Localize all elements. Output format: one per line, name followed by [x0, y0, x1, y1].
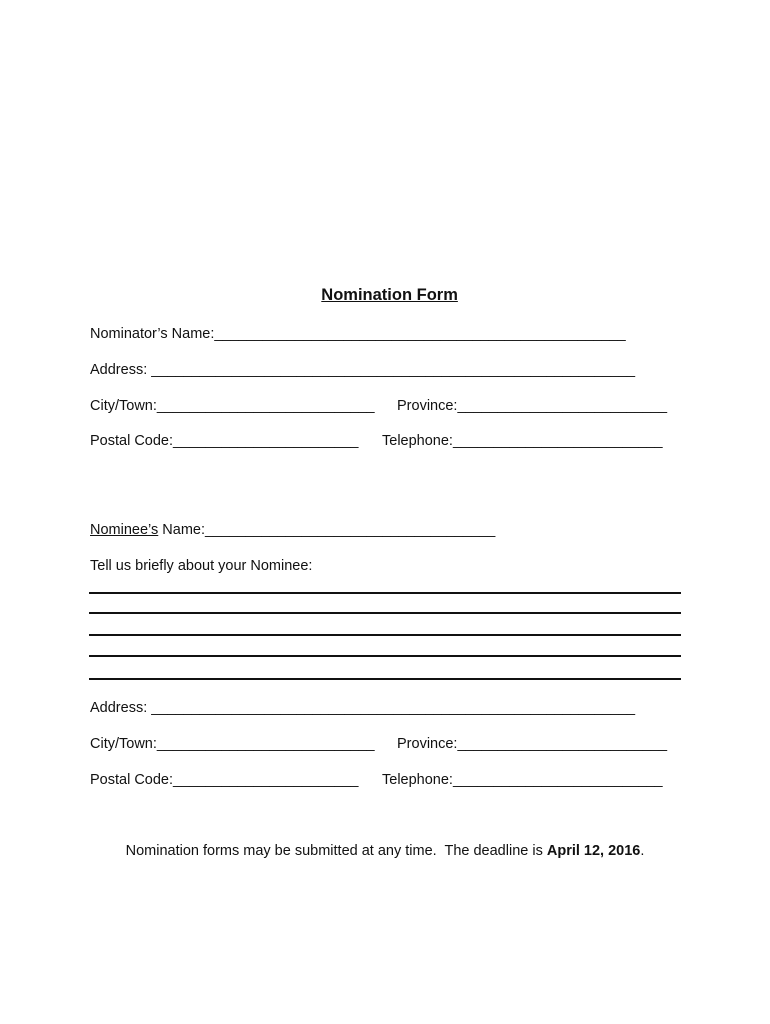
- nominee-address-field[interactable]: Address: ____________________________________________________________: [90, 700, 636, 716]
- nominator-name-field[interactable]: Nominator’s Name:___________________________________________________: [90, 326, 626, 342]
- description-line-4[interactable]: [89, 655, 681, 657]
- description-line-3[interactable]: [89, 634, 681, 636]
- nominee-name-field[interactable]: [90, 521, 495, 539]
- description-line-2[interactable]: [89, 612, 681, 614]
- deadline-note: [0, 842, 770, 860]
- nominee-province-field[interactable]: Province:__________________________: [397, 736, 668, 752]
- nominee-label: Nominee’s: [90, 522, 159, 538]
- deadline-text: Nomination forms may be submitted at any time. The deadline is: [125, 843, 547, 859]
- nominee-city-field[interactable]: City/Town:___________________________: [90, 736, 375, 752]
- nominator-province-field[interactable]: Province:__________________________: [397, 398, 668, 414]
- nominee-telephone-field[interactable]: Telephone:__________________________: [382, 772, 663, 788]
- page-title: [0, 268, 770, 304]
- nominator-address-field[interactable]: Address: ____________________________________________________________: [90, 362, 636, 378]
- description-line-1[interactable]: [89, 592, 681, 594]
- nominator-telephone-field[interactable]: Telephone:__________________________: [382, 433, 663, 449]
- deadline-period: .: [640, 843, 645, 859]
- deadline-date: April 12, 2016: [546, 843, 641, 859]
- nominee-name-blank: Name:____________________________________: [158, 522, 496, 538]
- nominator-postal-field[interactable]: Postal Code:_______________________: [90, 433, 359, 449]
- description-line-5[interactable]: [89, 678, 681, 680]
- nominator-city-field[interactable]: City/Town:___________________________: [90, 398, 375, 414]
- nominee-postal-field[interactable]: Postal Code:_______________________: [90, 772, 359, 788]
- nominee-prompt: Tell us briefly about your Nominee:: [90, 558, 313, 574]
- title-text: Nomination Form: [321, 286, 458, 304]
